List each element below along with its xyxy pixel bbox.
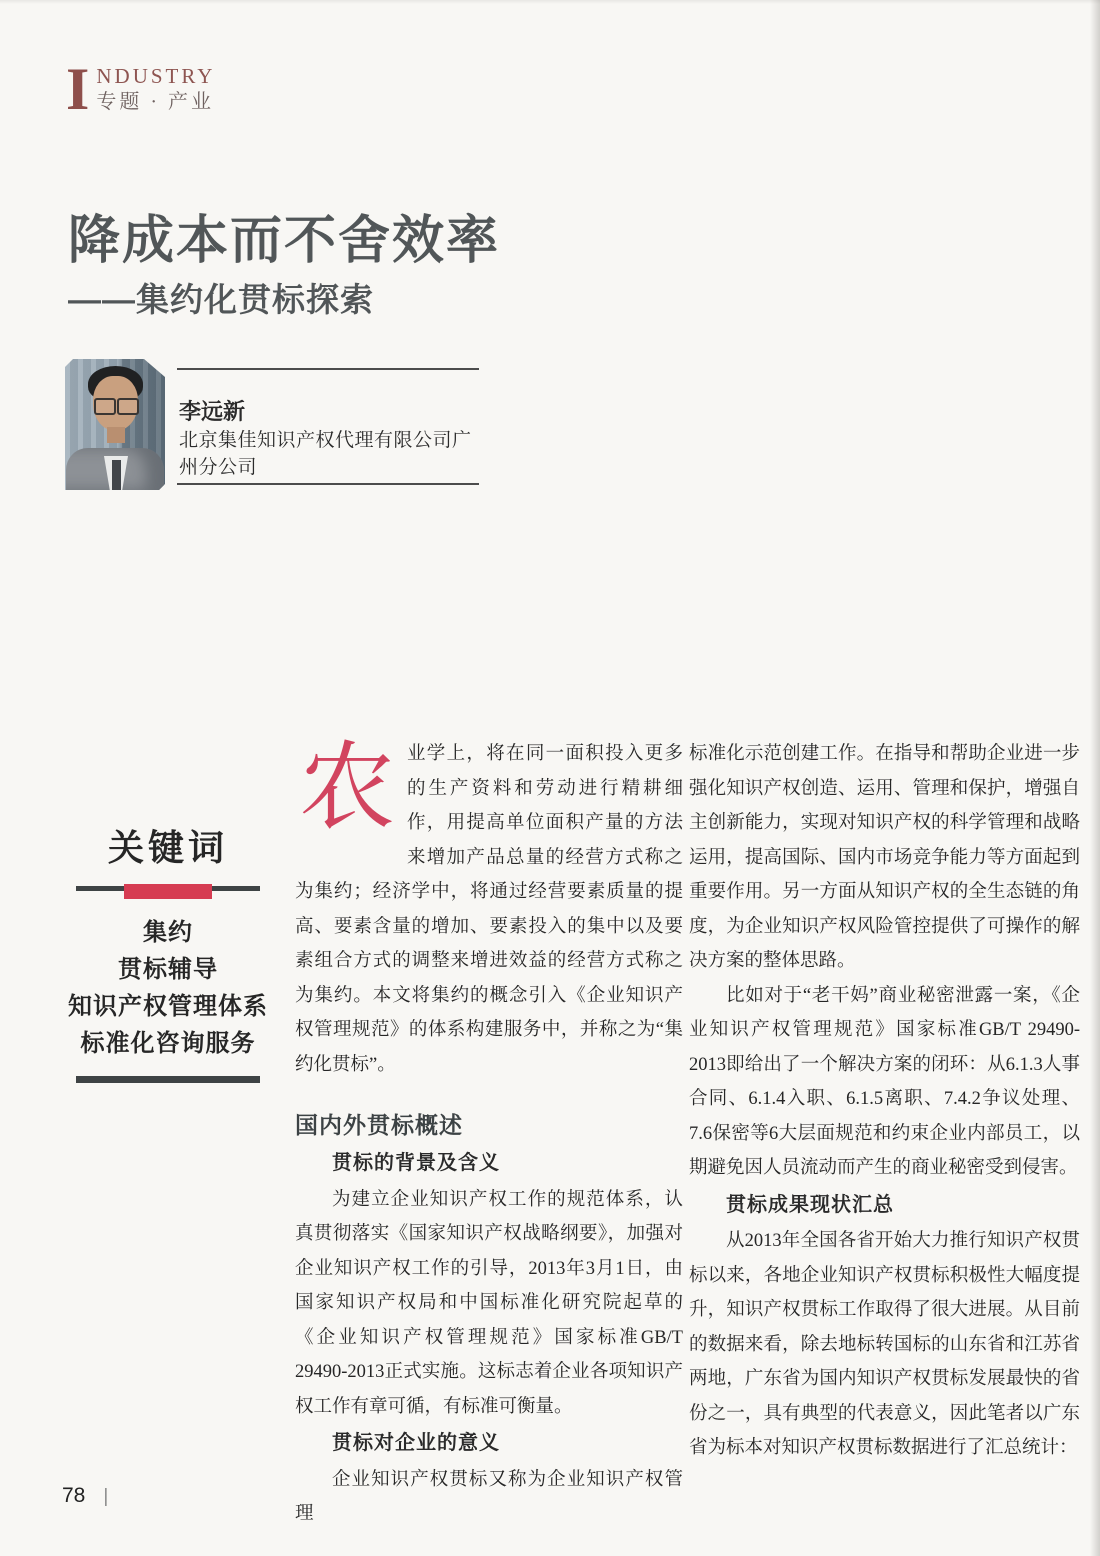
body-paragraph: 比如对于“老干妈”商业秘密泄露一案，《企业知识产权管理规范》国家标准GB/T 29490-2013即给出了一个解决方案的闭环：从6.1.3人事合同、6.1.4入职、6.1.5离职、7.4.2争议处理、7.6保密等6大层面规范和约束企业内部员工，以期避免因人员流动而产生的商业秘密受到侵害。	[689, 985, 1080, 1178]
dropcap-character: 农	[299, 731, 395, 843]
keywords-bottom-rule	[76, 1076, 260, 1083]
author-affiliation: 北京集佳知识产权代理有限公司广州分公司	[179, 430, 472, 478]
author-block	[65, 357, 485, 497]
keywords-bar-red-block	[124, 884, 212, 899]
scan-edge-right	[1090, 0, 1100, 1556]
keyword-item: 集约	[143, 920, 193, 946]
body-column-right	[689, 737, 1080, 1466]
body-paragraph: 从2013年全国各省开始大力推行知识产权贯标以来，各地企业知识产权贯标积极性大幅度提升，知识产权贯标工作取得了很大进展。从目前的数据来看，除去地标转国标的山东省和江苏省两地，广东省为国内知识产权贯标发展最快的省份之一，具有典型的代表意义，因此笔者以广东省为标本对知识产权贯标数据进行了汇总统计：	[689, 1231, 1080, 1458]
subheading-significance: 贯标对企业的意义	[332, 1432, 500, 1454]
section-heading-overview: 国内外贯标概述	[295, 1112, 463, 1138]
page-number: 78	[62, 1484, 86, 1507]
keywords-panel	[68, 826, 268, 1083]
page-footer	[62, 1484, 108, 1508]
keyword-item: 标准化咨询服务	[80, 1031, 256, 1057]
keywords-list	[68, 915, 268, 1063]
author-name: 李远新	[179, 399, 246, 424]
section-name-english: NDUSTRY	[96, 64, 216, 88]
body-paragraph: 企业知识产权贯标又称为企业知识产权管理	[295, 1469, 683, 1524]
body-column-left	[295, 731, 683, 1532]
article-subtitle: ——集约化贯标探索	[68, 281, 374, 318]
footer-divider: |	[103, 1486, 109, 1507]
body-paragraph: 标准化示范创建工作。在指导和帮助企业进一步强化知识产权创造、运用、管理和保护，增强自主创新能力，实现对知识产权的科学管理和战略运用，提高国际、国内市场竞争能力等方面起到重要作用。另一方面从知识产权的全生态链的角度，为企业知识产权风险管控提供了可操作的解决方案的整体思路。	[689, 744, 1080, 971]
body-paragraph: 为建立企业知识产权工作的规范体系，认真贯彻落实《国家知识产权战略纲要》，加强对企业知识产权工作的引导，2013年3月1日，由国家知识产权局和中国标准化研究院起草的《企业知识产权管理规范》国家标准GB/T 29490-2013正式实施。这标志着企业各项知识产权工作有章可循，有标准可衡量。	[295, 1189, 683, 1417]
journal-section-header	[66, 56, 216, 122]
intro-text: 业学上，将在同一面积投入更多的生产资料和劳动进行精耕细作，用提高单位面积产量的方法来增加产品总量的经营方式称之为集约；经济学中，将通过经营要素质量的提高、要素含量的增加、要素投入的集中以及要素组合方式的调整来增进效益的经营方式称之为集约。本文将集约的概念引入《企业知识产权管理规范》的体系构建服务中，并称之为“集约化贯标”。	[295, 744, 683, 1075]
photo-neck	[107, 427, 125, 443]
keywords-title: 关键词	[107, 828, 228, 868]
section-initial-letter: I	[66, 56, 90, 122]
article-title: 降成本而不舍效率	[68, 212, 501, 270]
photo-glasses-right	[117, 398, 139, 415]
photo-tie	[112, 460, 121, 490]
keyword-item: 贯标辅导	[118, 957, 218, 983]
intro-paragraph	[295, 731, 683, 1082]
scan-edge-top	[0, 0, 1100, 4]
subheading-background: 贯标的背景及含义	[332, 1152, 500, 1174]
keyword-item: 知识产权管理体系	[68, 994, 268, 1020]
author-rule-top	[177, 368, 479, 370]
subheading-results-summary: 贯标成果现状汇总	[726, 1193, 894, 1216]
section-name-chinese: 专题 · 产业	[96, 91, 215, 113]
keywords-accent-bar	[68, 883, 268, 899]
author-rule-bottom	[177, 483, 479, 485]
author-photo	[65, 359, 165, 490]
photo-glasses-left	[94, 398, 116, 415]
